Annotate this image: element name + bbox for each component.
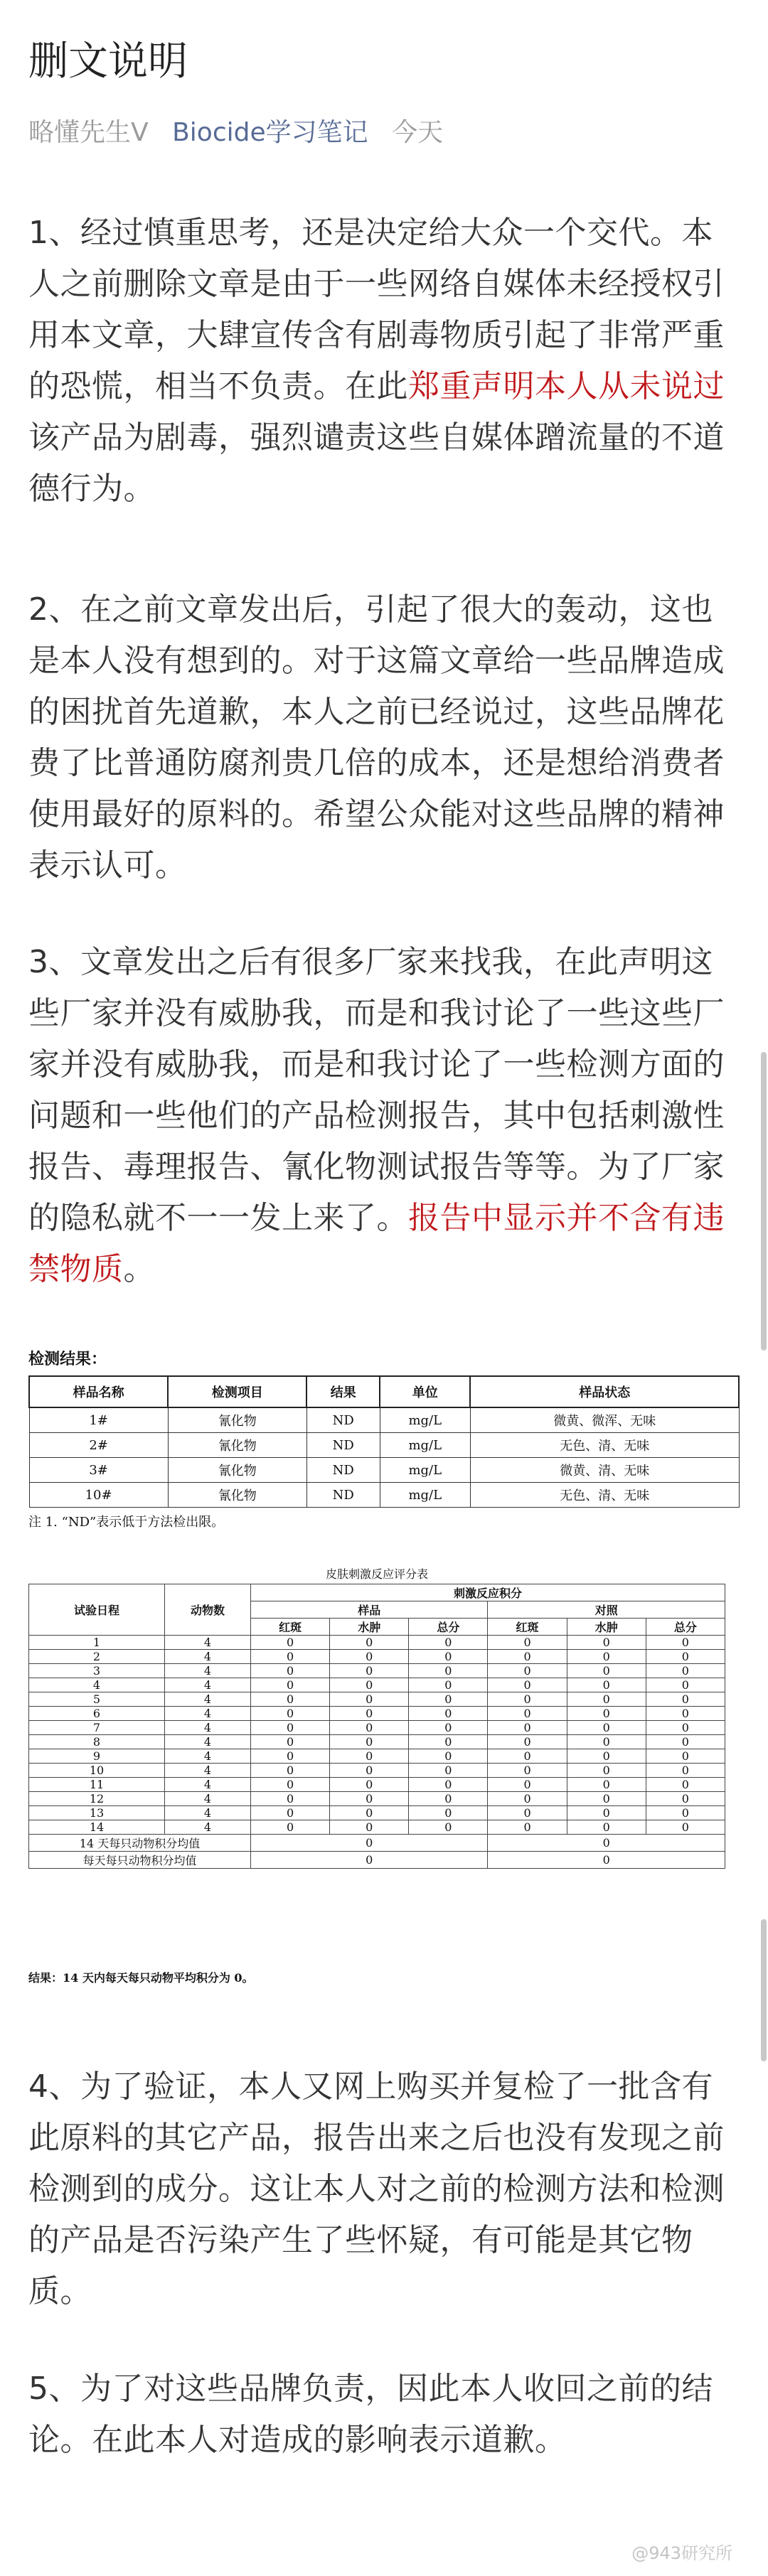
- table-cell: 0: [330, 1706, 409, 1720]
- table-cell: 4: [29, 1678, 165, 1692]
- table-cell: 0: [251, 1805, 330, 1820]
- table-cell: 4: [165, 1734, 251, 1749]
- table-cell: mg/L: [380, 1458, 470, 1483]
- table-row: [29, 1763, 725, 1777]
- table-cell: mg/L: [380, 1433, 470, 1458]
- table-row: [29, 1851, 725, 1868]
- table-cell: 0: [488, 1649, 567, 1663]
- table-row: [29, 1805, 725, 1820]
- paragraph-1: [28, 208, 743, 515]
- table-cell: 13: [29, 1805, 165, 1820]
- paragraph-1-highlight: 郑重声明本人从未说过: [408, 368, 725, 404]
- table-cell: 0: [409, 1763, 488, 1777]
- table-cell: 5: [29, 1692, 165, 1706]
- table-cell: 0: [567, 1820, 646, 1834]
- table-cell: 0: [646, 1763, 725, 1777]
- table-cell: 0: [567, 1720, 646, 1734]
- table-cell: 2#: [29, 1433, 168, 1458]
- table-cell: 0: [488, 1749, 567, 1763]
- table-cell: 0: [567, 1777, 646, 1791]
- table-cell: 0: [488, 1706, 567, 1720]
- table-cell: 0: [409, 1663, 488, 1678]
- paragraph-3-highlight: 报告中显示并不含有违禁物质: [28, 1200, 725, 1287]
- table-cell: 0: [646, 1692, 725, 1706]
- table-cell: 0: [251, 1692, 330, 1706]
- table-row: [29, 1433, 739, 1458]
- table-cell: 3: [29, 1663, 165, 1678]
- table-header: 对照: [488, 1601, 725, 1618]
- table-header: 样品名称: [29, 1376, 168, 1407]
- table-cell: 0: [251, 1678, 330, 1692]
- table-cell: 0: [488, 1663, 567, 1678]
- table-cell: 0: [251, 1635, 330, 1649]
- table-cell: 氰化物: [168, 1458, 306, 1483]
- table-row: [29, 1777, 725, 1791]
- paragraph-1-text-end: 该产品为剧毒，强烈谴责这些自媒体蹭流量的不道德行为。: [28, 419, 725, 507]
- table-cell: 0: [567, 1749, 646, 1763]
- account-name-link[interactable]: Biocide学习笔记: [172, 118, 368, 147]
- paragraph-3-text: 3、文章发出之后有很多厂家来找我，在此声明这些厂家并没有威胁我，而是和我讨论了一些这些厂家并没有威胁我，而是和我讨论了一些检测方面的问题和一些他们的产品检测报告，其中包括刺激性报告、毒理报告、氰化物测试报告等等。为了厂家的隐私就不一一发上来了。: [28, 944, 725, 1236]
- table-cell: 0: [646, 1678, 725, 1692]
- table-cell: 氰化物: [168, 1433, 306, 1458]
- table-cell: 0: [488, 1678, 567, 1692]
- table-cell: 0: [251, 1791, 330, 1805]
- table-cell: 0: [409, 1678, 488, 1692]
- report-note: 注 1. “ND”表示低于方法检出限。: [28, 1515, 225, 1530]
- table-header: 水肿: [330, 1618, 409, 1635]
- table-cell: 0: [251, 1734, 330, 1749]
- table-cell: 0: [646, 1649, 725, 1663]
- table-cell: 0: [251, 1706, 330, 1720]
- table-cell: 4: [165, 1720, 251, 1734]
- paragraph-5: 5、为了对这些品牌负责，因此本人收回之前的结论。在此本人对造成的影响表示道歉。: [28, 2371, 713, 2458]
- table-row: [29, 1649, 725, 1663]
- table-cell: 无色、清、无味: [470, 1433, 739, 1458]
- table-cell: 0: [330, 1805, 409, 1820]
- table-cell: 0: [488, 1720, 567, 1734]
- table-cell: 8: [29, 1734, 165, 1749]
- table-cell: 4: [165, 1706, 251, 1720]
- table-cell: 0: [567, 1635, 646, 1649]
- table-header: 水肿: [567, 1618, 646, 1635]
- table-cell: 1#: [29, 1407, 168, 1433]
- table-cell: 氰化物: [168, 1483, 306, 1508]
- table-cell: 0: [488, 1851, 725, 1868]
- report-heading: 检测结果：: [28, 1350, 107, 1368]
- table-cell: 10#: [29, 1483, 168, 1508]
- table-cell: 0: [330, 1663, 409, 1678]
- table-cell: 0: [409, 1777, 488, 1791]
- table-cell: 4: [165, 1763, 251, 1777]
- table-cell: 0: [330, 1791, 409, 1805]
- table-cell: 4: [165, 1749, 251, 1763]
- table-cell: 0: [646, 1777, 725, 1791]
- table-header: 红斑: [488, 1618, 567, 1635]
- table-cell: 9: [29, 1749, 165, 1763]
- table-row: [29, 1791, 725, 1805]
- table-cell: 0: [251, 1820, 330, 1834]
- table-header: 样品状态: [470, 1376, 739, 1407]
- table-cell: 氰化物: [168, 1407, 306, 1433]
- table-header: 总分: [646, 1618, 725, 1635]
- table-cell: 0: [488, 1820, 567, 1834]
- table-cell: 0: [567, 1692, 646, 1706]
- table-cell: 0: [409, 1805, 488, 1820]
- table-caption: 皮肤刺激反应评分表: [325, 1567, 428, 1582]
- table-cell: 0: [488, 1734, 567, 1749]
- table-row: [29, 1663, 725, 1678]
- table-cell: 0: [330, 1649, 409, 1663]
- table-header: 单位: [380, 1376, 470, 1407]
- paragraph-1-text: 1、经过慎重思考，还是决定给大众一个交代。本人之前删除文章是由于一些网络自媒体未经授权引用本文章，大肆宣传含有剧毒物质引起了非常严重的恐慌，相当不负责。在此: [28, 215, 725, 404]
- table-cell: 无色、清、无味: [470, 1483, 739, 1508]
- table-row: [29, 1458, 739, 1483]
- table-cell: 0: [409, 1692, 488, 1706]
- paragraph-2: 2、在之前文章发出后，引起了很大的轰动，这也是本人没有想到的。对于这篇文章给一些品牌造成的困扰首先道歉，本人之前已经说过，这些品牌花费了比普通防腐剂贵几倍的成本，还是想给消费者使用最好的原料的。希望公众能对这些品牌的精神表示认可。: [28, 591, 725, 884]
- table-cell: 0: [488, 1635, 567, 1649]
- table-header: 检测项目: [168, 1376, 306, 1407]
- table-cell: 0: [646, 1749, 725, 1763]
- table-header: 试验日程: [29, 1584, 165, 1635]
- table-header: 样品: [251, 1601, 488, 1618]
- table-cell: 0: [646, 1706, 725, 1720]
- table-header: 刺激反应积分: [251, 1584, 725, 1601]
- scrollbar-thumb[interactable]: [761, 1052, 767, 1351]
- skin-irritation-table: [28, 1564, 725, 1869]
- table-cell: 10: [29, 1763, 165, 1777]
- paragraph-4: 4、为了验证，本人又网上购买并复检了一批含有此原料的其它产品，报告出来之后也没有发现之前检测到的成分。这让本人对之前的检测方法和检测的产品是否污染产生了些怀疑，有可能是其它物质。: [28, 2068, 725, 2309]
- table-cell: 0: [330, 1635, 409, 1649]
- table-cell: 4: [165, 1791, 251, 1805]
- table-cell: 0: [251, 1851, 488, 1868]
- article-title: 删文说明: [28, 38, 188, 85]
- watermark: @943研究所: [631, 2543, 732, 2563]
- table-cell: 0: [567, 1791, 646, 1805]
- table-cell: 4: [165, 1678, 251, 1692]
- table-cell: 0: [488, 1834, 725, 1851]
- table-cell: mg/L: [380, 1407, 470, 1433]
- table-cell: 14 天每只动物积分均值: [29, 1834, 251, 1851]
- table-cell: 0: [646, 1635, 725, 1649]
- table-cell: 0: [646, 1791, 725, 1805]
- table-cell: 0: [409, 1635, 488, 1649]
- table-cell: 0: [646, 1805, 725, 1820]
- table-cell: 0: [567, 1663, 646, 1678]
- table-row: [29, 1734, 725, 1749]
- table-cell: 0: [567, 1805, 646, 1820]
- publish-date: 今天: [392, 118, 444, 147]
- table-cell: 0: [488, 1777, 567, 1791]
- table-header-row: [29, 1584, 725, 1601]
- table-cell: 0: [330, 1692, 409, 1706]
- table-cell: 4: [165, 1663, 251, 1678]
- table-cell: 每天每只动物积分均值: [29, 1851, 251, 1868]
- table-row: [29, 1706, 725, 1720]
- table-header: 结果: [306, 1376, 380, 1407]
- table-cell: 7: [29, 1720, 165, 1734]
- cyanide-results-table: [28, 1375, 740, 1508]
- scrollbar-thumb-lower[interactable]: [761, 1919, 767, 2061]
- table-header-row: [29, 1376, 739, 1407]
- table-cell: 12: [29, 1791, 165, 1805]
- table-row: [29, 1483, 739, 1508]
- skin-irritation-report-image[interactable]: [28, 1564, 740, 1990]
- table-cell: 0: [409, 1706, 488, 1720]
- table-row: [29, 1635, 725, 1649]
- table-cell: 0: [330, 1763, 409, 1777]
- table-cell: 0: [646, 1663, 725, 1678]
- table-cell: 0: [488, 1791, 567, 1805]
- table-cell: 微黄、微浑、无味: [470, 1407, 739, 1433]
- table-cell: 0: [251, 1749, 330, 1763]
- table-cell: 0: [646, 1820, 725, 1834]
- table-cell: 4: [165, 1692, 251, 1706]
- table-cell: 0: [567, 1649, 646, 1663]
- table-cell: 0: [409, 1720, 488, 1734]
- table-row: [29, 1749, 725, 1763]
- table-cell: mg/L: [380, 1483, 470, 1508]
- table-cell: 14: [29, 1820, 165, 1834]
- table-cell: 0: [251, 1763, 330, 1777]
- table-cell: 0: [567, 1678, 646, 1692]
- author-name[interactable]: 略懂先生V: [28, 118, 149, 147]
- table-cell: 0: [330, 1678, 409, 1692]
- table-cell: 0: [567, 1706, 646, 1720]
- table-cell: 0: [251, 1834, 488, 1851]
- table-header: 总分: [409, 1618, 488, 1635]
- table-cell: 0: [330, 1720, 409, 1734]
- table-row: [29, 1720, 725, 1734]
- table-cell: 0: [488, 1763, 567, 1777]
- table-cell: 4: [165, 1805, 251, 1820]
- table-cell: ND: [306, 1458, 380, 1483]
- table-cell: 6: [29, 1706, 165, 1720]
- table-cell: 0: [409, 1791, 488, 1805]
- table-cell: 0: [330, 1749, 409, 1763]
- table-cell: 0: [251, 1663, 330, 1678]
- table-header: 红斑: [251, 1618, 330, 1635]
- table-cell: 0: [646, 1734, 725, 1749]
- table-cell: 0: [567, 1763, 646, 1777]
- table-row: [29, 1834, 725, 1851]
- table-cell: 0: [646, 1720, 725, 1734]
- table-cell: 0: [251, 1777, 330, 1791]
- table-cell: 0: [409, 1649, 488, 1663]
- table-cell: 0: [251, 1720, 330, 1734]
- table-row: [29, 1692, 725, 1706]
- paragraph-3-text-end: 。: [123, 1251, 155, 1287]
- table-row: [29, 1678, 725, 1692]
- table-cell: 1: [29, 1635, 165, 1649]
- table-cell: 4: [165, 1649, 251, 1663]
- table-cell: 4: [165, 1635, 251, 1649]
- table-cell: 0: [409, 1820, 488, 1834]
- table-row: [29, 1407, 739, 1433]
- table-cell: 0: [488, 1805, 567, 1820]
- table-cell: ND: [306, 1483, 380, 1508]
- table-cell: 0: [409, 1749, 488, 1763]
- table-cell: ND: [306, 1433, 380, 1458]
- table-cell: 0: [251, 1649, 330, 1663]
- table-cell: 4: [165, 1820, 251, 1834]
- table-cell: 0: [330, 1734, 409, 1749]
- table-cell: 0: [567, 1734, 646, 1749]
- table-row: [29, 1820, 725, 1834]
- article-meta: [28, 112, 443, 149]
- table-header: 动物数: [165, 1584, 251, 1635]
- table-cell: 4: [165, 1777, 251, 1791]
- table-cell: 11: [29, 1777, 165, 1791]
- table-cell: 0: [488, 1692, 567, 1706]
- table-cell: 0: [409, 1734, 488, 1749]
- table-cell: 0: [330, 1820, 409, 1834]
- table-cell: ND: [306, 1407, 380, 1433]
- cyanide-test-report-image[interactable]: [28, 1347, 740, 1560]
- paragraph-3: [28, 937, 743, 1295]
- table-cell: 3#: [29, 1458, 168, 1483]
- table-cell: 2: [29, 1649, 165, 1663]
- report-result: 结果：14 天内每天每只动物平均积分为 0。: [28, 1971, 254, 1985]
- table-caption-row: [29, 1564, 725, 1584]
- table-cell: 0: [330, 1777, 409, 1791]
- table-cell: 微黄、清、无味: [470, 1458, 739, 1483]
